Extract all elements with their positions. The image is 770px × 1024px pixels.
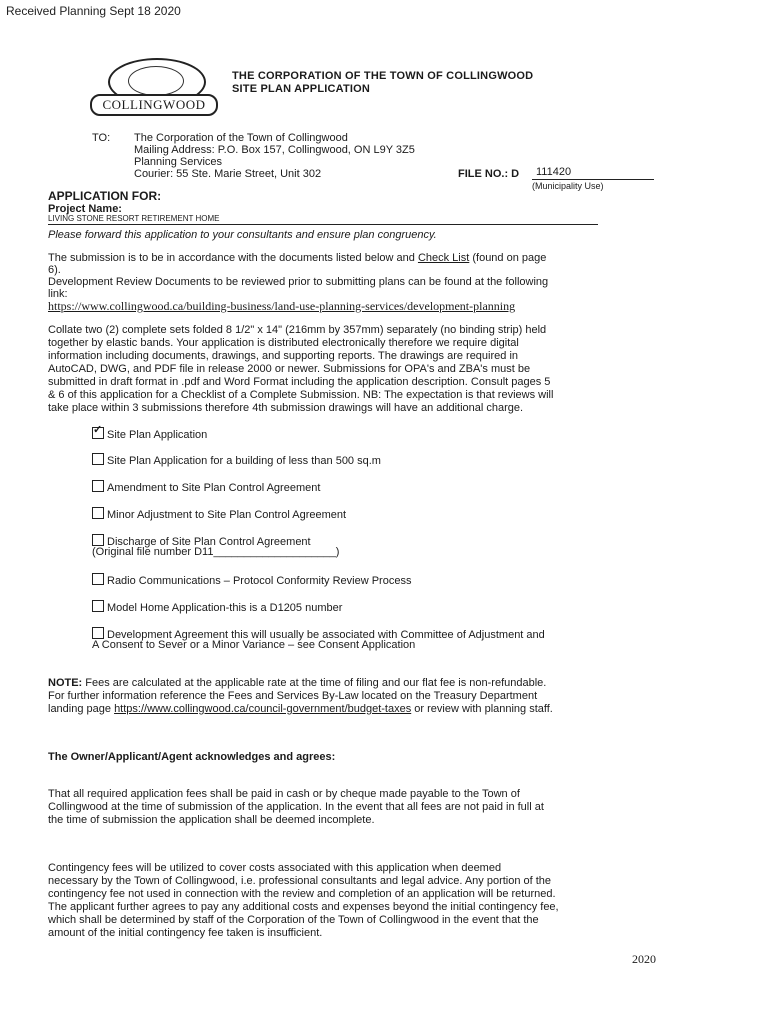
submission-line4: link:: [48, 288, 68, 300]
option-label: Radio Communications – Protocol Conformity Review Process: [107, 575, 412, 587]
collate-line: information including documents, drawings, and supporting reports. The drawings are required in: [48, 350, 519, 362]
submission-text: [48, 252, 546, 265]
submission-line1: The submission is to be in accordance with the documents listed below and: [48, 252, 418, 264]
checkbox-icon[interactable]: [92, 627, 104, 639]
option-label: Minor Adjustment to Site Plan Control Agreement: [107, 509, 347, 521]
checkbox-icon[interactable]: [92, 480, 104, 492]
file-no-field[interactable]: 111420: [532, 166, 654, 180]
collate-line: submitted in draft format in .pdf and Word Format including the application description. Consult pages 5: [48, 376, 551, 388]
checkbox-checked-icon[interactable]: [92, 427, 104, 439]
contingency-line: amount of the initial contingency fee taken is insufficient.: [48, 927, 323, 939]
option-minor-adjustment: [92, 507, 346, 522]
submission-line3: Development Review Documents to be reviewed prior to submitting plans can be found at the following: [48, 276, 549, 288]
option-radio: [92, 573, 411, 588]
option-label: Site Plan Application: [107, 429, 208, 441]
collate-line: Collate two (2) complete sets folded 8 1/2" x 14" (216mm by 357mm) separately (no binding strip) held: [48, 324, 547, 336]
to-address-line: Mailing Address: P.O. Box 157, Collingwood, ON L9Y 3Z5: [134, 144, 415, 156]
contingency-line: The applicant further agrees to pay any additional costs and expenses beyond the initial contingency fee,: [48, 901, 559, 913]
submission-line2: 6).: [48, 264, 61, 276]
contingency-line: necessary by the Town of Collingwood, i.e. professional consultants and legal advice. Any portion of the: [48, 875, 552, 887]
note-line: For further information reference the Fees and Services By-Law located on the Treasury Department: [48, 690, 538, 702]
option-label: Model Home Application-this is a D1205 number: [107, 602, 343, 614]
to-label: TO:: [92, 132, 111, 144]
note-label: NOTE:: [48, 677, 83, 689]
town-logo: [88, 58, 220, 116]
checkbox-icon[interactable]: [92, 573, 104, 585]
collate-line: together by elastic bands. Your application is distributed electronically therefore we require digital: [48, 337, 519, 349]
option-site-plan-small: [92, 453, 381, 468]
option-model-home: [92, 600, 342, 615]
file-no-label: FILE NO.: D: [458, 168, 520, 180]
checkbox-icon[interactable]: [92, 507, 104, 519]
footer-year: 2020: [632, 952, 656, 966]
option-label: Development Agreement this will usually be associated with Committee of Adjustment and: [107, 629, 545, 641]
project-name-field[interactable]: LIVING STONE RESORT RETIREMENT HOME: [48, 214, 598, 225]
fees-line: That all required application fees shall be paid in cash or by cheque made payable to the Town of: [48, 788, 520, 800]
contingency-line: which shall be determined by staff of the Corporation of the Town of Collingwood in the event that the: [48, 914, 539, 926]
development-planning-link[interactable]: https://www.collingwood.ca/building-business/land-use-planning-services/development-planning: [48, 299, 516, 313]
fees-note: [48, 677, 738, 716]
check-list-link[interactable]: Check List: [417, 252, 470, 264]
contingency-line: contingency fee not used in connection with the review and completion of an application will be returned.: [48, 888, 556, 900]
application-for-heading: APPLICATION FOR:: [48, 189, 162, 203]
to-address-line: The Corporation of the Town of Collingwood: [134, 132, 348, 144]
to-address-line: Planning Services: [134, 156, 223, 168]
option-label: Discharge of Site Plan Control Agreement: [107, 536, 311, 548]
submission-line1-end: (found on page: [469, 252, 547, 264]
collate-paragraph: [48, 324, 728, 415]
checkbox-icon[interactable]: [92, 534, 104, 546]
fees-line: the time of submission the application shall be deemed incomplete.: [48, 814, 375, 826]
fees-paragraph: [48, 788, 738, 827]
fees-line: Collingwood at the time of submission of the application. In the event that all fees are not paid in full at: [48, 801, 544, 813]
collate-line: & 6 of this application for a Checklist of a Complete Submission. NB: The expectation is that reviews will: [48, 389, 554, 401]
note-line: landing page: [48, 703, 115, 715]
budget-taxes-link[interactable]: https://www.collingwood.ca/council-government/budget-taxes: [114, 703, 412, 715]
option-label: Site Plan Application for a building of less than 500 sq.m: [107, 455, 381, 467]
note-line-end: or review with planning staff.: [411, 703, 553, 715]
option-site-plan: [92, 427, 207, 442]
contingency-line: Contingency fees will be utilized to cover costs associated with this application when deemed: [48, 862, 502, 874]
form-title: SITE PLAN APPLICATION: [232, 83, 371, 95]
note-line: Fees are calculated at the applicable rate at the time of filing and our flat fee is non-refundable.: [82, 677, 547, 689]
option-amendment: [92, 480, 320, 495]
checkbox-icon[interactable]: [92, 600, 104, 612]
collate-line: take place within 3 submissions therefore 4th submission drawings will have an additional charge.: [48, 402, 524, 414]
logo-banner: COLLINGWOOD: [90, 94, 218, 116]
collate-line: AutoCAD, DWG, and PDF file in release 2000 or newer. Submissions for OPA's and ZBA's must be: [48, 363, 531, 375]
contingency-paragraph: [48, 862, 738, 940]
file-no-note: (Municipality Use): [532, 181, 604, 191]
acknowledgement-heading: The Owner/Applicant/Agent acknowledges and agrees:: [48, 751, 336, 763]
seal-inner-ring: [128, 66, 184, 96]
corporation-title: THE CORPORATION OF THE TOWN OF COLLINGWOOD: [232, 70, 534, 82]
to-address-line: Courier: 55 Ste. Marie Street, Unit 302: [134, 168, 322, 180]
option-label: Amendment to Site Plan Control Agreement: [107, 482, 321, 494]
option-discharge-file[interactable]: (Original file number D11____________________): [92, 546, 340, 558]
option-development-agreement-sub: A Consent to Sever or a Minor Variance – see Consent Application: [92, 639, 416, 651]
checkbox-icon[interactable]: [92, 453, 104, 465]
received-stamp: Received Planning Sept 18 2020: [6, 4, 181, 18]
project-name-label: Project Name:: [48, 203, 122, 215]
forward-note: Please forward this application to your consultants and ensure plan congruency.: [48, 229, 437, 241]
